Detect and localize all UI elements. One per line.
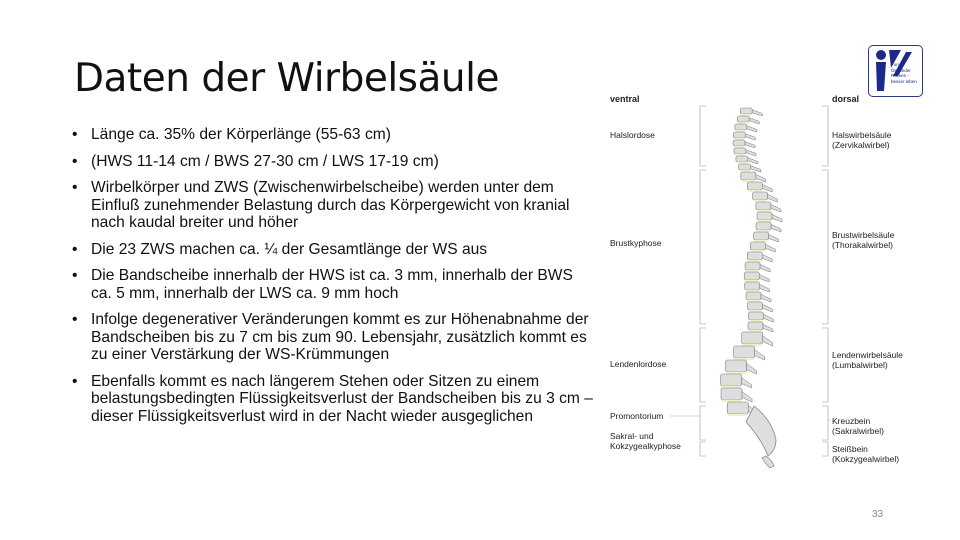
vertebra-body xyxy=(744,272,759,280)
vertebra-body xyxy=(754,232,769,240)
vertebra-body xyxy=(739,164,751,170)
spinous-process xyxy=(747,364,757,374)
vertebra-body xyxy=(757,212,772,220)
spinous-process xyxy=(771,224,781,232)
page-number: 33 xyxy=(872,509,884,520)
vertebra-body xyxy=(748,322,763,330)
spinous-process xyxy=(763,336,773,346)
intervertebral-disc xyxy=(734,146,744,148)
spinous-process xyxy=(769,234,779,242)
label-lendenwirbelsaeule: Lendenwirbelsäule (Lumbalwirbel) xyxy=(832,350,903,370)
spinous-process xyxy=(745,142,755,148)
label-halswirbelsaeule: Halswirbelsäule (Zervikalwirbel) xyxy=(832,130,892,150)
vertebra-body xyxy=(736,156,748,162)
spinous-process xyxy=(763,304,773,312)
intervertebral-disc xyxy=(728,414,747,416)
intervertebral-disc xyxy=(741,114,751,116)
spinous-process xyxy=(752,110,762,116)
bullet-item: • Die Bandscheibe innerhalb der HWS ist ca. 3 mm, innerhalb der BWS ca. 5 mm, innerhalb der LWS ca. 9 mm hoch xyxy=(72,267,594,302)
label-sakral-kokzygealkyphose: Sakral- und Kokzygealkyphose xyxy=(610,431,681,451)
label-lendenlordose: Lendenlordose xyxy=(610,359,667,369)
vertebra-body xyxy=(742,332,763,344)
bullet-list xyxy=(72,126,594,434)
spinous-process xyxy=(772,214,782,222)
spinous-process xyxy=(748,158,758,164)
sacrum xyxy=(746,406,776,456)
bullet-item: • Länge ca. 35% der Körperlänge (55-63 cm) xyxy=(72,126,594,144)
vertebra-body xyxy=(737,116,749,122)
vertebra-body xyxy=(745,262,760,270)
bullet-item: • Die 23 ZWS machen ca. ¼ der Gesamtlänge der WS aus xyxy=(72,241,594,259)
vertebra-body xyxy=(726,360,747,372)
vertebra-body xyxy=(741,172,756,180)
spinous-process xyxy=(756,174,766,182)
vertebra-body xyxy=(750,242,765,250)
vertebra-body xyxy=(756,222,771,230)
vertebra-body xyxy=(745,282,760,290)
spinous-process xyxy=(762,254,772,262)
spinous-process xyxy=(747,126,757,132)
spinous-process xyxy=(742,378,752,388)
region-brackets xyxy=(700,106,828,456)
intervertebral-disc xyxy=(736,130,746,132)
label-steissbein: Steißbein (Kokzygealwirbel) xyxy=(832,444,900,464)
vertebra-body xyxy=(721,388,742,400)
label-halslordose: Halslordose xyxy=(610,130,655,140)
vertebra-body xyxy=(747,182,762,190)
slide-title: Daten der Wirbelsäule xyxy=(74,56,499,101)
label-dorsal: dorsal xyxy=(832,94,860,104)
vertebra-body xyxy=(734,148,746,154)
vertebra-body xyxy=(756,202,771,210)
vertebra-body xyxy=(734,346,755,358)
label-brustwirbelsaeule: Brustwirbelsäule (Thorakalwirbel) xyxy=(832,230,895,250)
spinous-process xyxy=(755,350,765,360)
vertebra-body xyxy=(740,108,752,114)
intervertebral-disc xyxy=(738,122,748,124)
spinous-process xyxy=(771,204,781,212)
spinous-process xyxy=(751,166,761,172)
bullet-item: • Infolge degenerativer Veränderungen kommt es zur Höhenabnahme der Bandscheiben bis zu 7 cm bis zum 90. Lebensjahr, zusätzlich kommt es zu einer Verstärkung der WS-Krümmungen xyxy=(72,311,594,364)
spinous-process xyxy=(749,118,759,124)
label-ventral: ventral xyxy=(610,94,640,104)
vertebra-body xyxy=(747,252,762,260)
spinal-column xyxy=(721,108,782,468)
spinous-process xyxy=(759,274,769,282)
vertebra-body xyxy=(748,312,763,320)
spinous-process xyxy=(768,194,778,202)
spinous-process xyxy=(763,324,773,332)
vertebra-body xyxy=(727,402,748,414)
vertebra-body xyxy=(748,302,763,310)
vertebra-body xyxy=(721,374,742,386)
intervertebral-disc xyxy=(735,154,745,156)
bullet-item: • Wirbelkörper und ZWS (Zwischenwirbelscheibe) werden unter dem Einfluß zunehmender Belastung durch das Körpergewicht von kranial nach kaudal breiter und höher xyxy=(72,179,594,232)
spinous-process xyxy=(745,134,755,140)
vertebra-body xyxy=(746,292,761,300)
vertebra-body xyxy=(733,140,745,146)
vertebra-body xyxy=(753,192,768,200)
vertebra-body xyxy=(733,132,745,138)
bullet-item: • Ebenfalls kommt es nach längerem Stehen oder Sitzen zu einem belastungsbedingten Flüssigkeitsverlust der Bandscheiben bis zu 3 cm – dieser Flüssigkeitsverlust wird in der Nacht wieder ausgeglichen xyxy=(72,373,594,426)
forum-logo xyxy=(868,45,923,97)
spinous-process xyxy=(760,264,770,272)
spinous-process xyxy=(760,284,770,292)
spinous-process xyxy=(742,392,752,402)
spine-figure xyxy=(604,92,914,472)
label-kreuzbein: Kreuzbein (Sakralwirbel) xyxy=(832,416,884,436)
intervertebral-disc xyxy=(734,138,744,140)
spinous-process xyxy=(746,150,756,156)
vertebra-body xyxy=(735,124,747,130)
label-promontorium: Promontorium xyxy=(610,411,664,421)
spinous-process xyxy=(763,314,773,322)
coccyx xyxy=(762,456,774,468)
label-brustkyphose: Brustkyphose xyxy=(610,238,662,248)
spinous-process xyxy=(762,184,772,192)
spinous-process xyxy=(765,244,775,252)
spinous-process xyxy=(761,294,771,302)
bullet-item: • (HWS 11-14 cm / BWS 27-30 cm / LWS 17-19 cm) xyxy=(72,153,594,171)
logo-text: Forum Gesunder Rücken - besser leben xyxy=(891,62,917,84)
